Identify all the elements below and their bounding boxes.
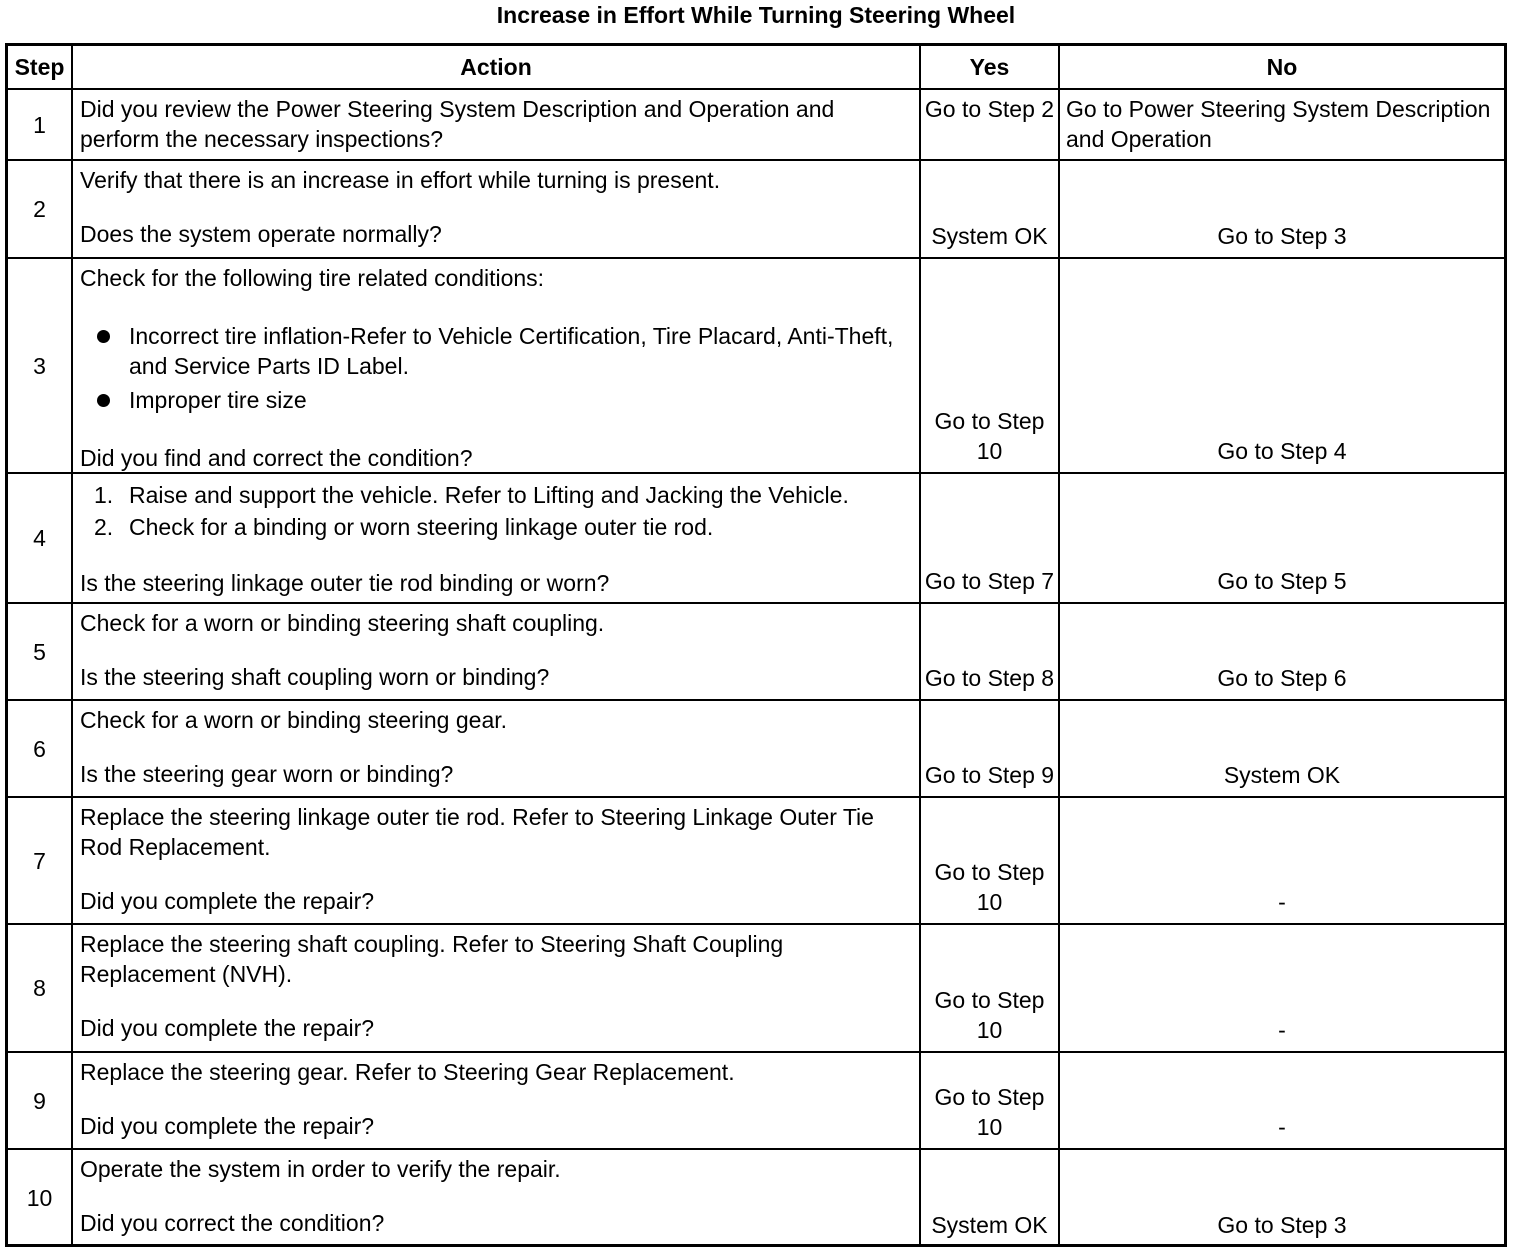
header-yes: Yes	[969, 54, 1010, 80]
bullet-list	[80, 321, 913, 415]
action-line: Check for a worn or binding steering shaft coupling.	[80, 610, 605, 636]
spacer	[80, 195, 913, 219]
step-number: 5	[33, 638, 46, 665]
header-step: Step	[14, 54, 65, 80]
bullet-item	[80, 385, 913, 415]
action-question: Did you complete the repair?	[80, 1015, 375, 1041]
step-number: 3	[33, 352, 46, 379]
step-number: 9	[33, 1087, 46, 1114]
action-question: Did you complete the repair?	[80, 1113, 375, 1139]
action-line: Did you review the Power Steering System Description and Operation and perform the necessary inspections?	[80, 96, 835, 152]
yes-result: Go to Step 10	[934, 408, 1045, 464]
header-no: No	[1266, 54, 1298, 80]
step-number: 6	[33, 735, 46, 762]
spacer	[80, 419, 913, 443]
spacer	[80, 735, 913, 759]
action-text	[73, 259, 919, 472]
yes-result: System OK	[931, 1212, 1048, 1238]
header-action: Action	[460, 54, 532, 80]
action-question: Did you find and correct the condition?	[80, 445, 473, 471]
no-result: Go to Step 4	[1217, 438, 1347, 464]
no-result: Go to Power Steering System Description and Operation	[1066, 96, 1491, 152]
action-text	[73, 1053, 919, 1148]
action-question: Did you complete the repair?	[80, 888, 375, 914]
bullet-text: Improper tire size	[129, 387, 307, 413]
action-text	[73, 604, 919, 699]
action-text	[73, 1150, 919, 1246]
no-result: -	[1278, 1017, 1286, 1043]
spacer	[80, 1184, 913, 1208]
yes-result: Go to Step 10	[934, 1084, 1045, 1140]
numbered-item	[80, 480, 913, 510]
step-number: 2	[33, 196, 46, 222]
yes-result: Go to Step 9	[924, 762, 1055, 788]
action-text	[73, 925, 919, 1051]
diagnostic-table	[5, 43, 1507, 1247]
no-result: Go to Step 3	[1217, 223, 1347, 249]
step-number: 8	[33, 975, 46, 1001]
spacer	[80, 293, 913, 317]
spacer	[80, 989, 913, 1013]
action-text	[73, 161, 919, 257]
bullet-icon	[97, 330, 110, 343]
step-number: 4	[33, 525, 46, 551]
yes-result: Go to Step 7	[924, 568, 1055, 594]
yes-result: Go to Step 2	[924, 96, 1055, 122]
spacer	[80, 1087, 913, 1111]
numbered-list	[80, 480, 913, 542]
action-line: Check for the following tire related conditions:	[80, 265, 545, 291]
item-number: 2.	[94, 514, 114, 540]
yes-result: Go to Step 10	[934, 987, 1045, 1043]
spacer	[80, 862, 913, 886]
action-question: Does the system operate normally?	[80, 221, 442, 247]
step-number: 1	[33, 111, 46, 138]
numbered-text: Raise and support the vehicle. Refer to Lifting and Jacking the Vehicle.	[129, 482, 849, 508]
item-number: 1.	[94, 482, 114, 508]
action-question: Is the steering gear worn or binding?	[80, 761, 454, 787]
step-number: 7	[33, 847, 46, 874]
spacer	[80, 544, 913, 568]
action-line: Replace the steering gear. Refer to Steering Gear Replacement.	[80, 1059, 735, 1085]
no-result: Go to Step 5	[1217, 568, 1347, 594]
action-question: Did you correct the condition?	[80, 1210, 385, 1236]
bullet-text: Incorrect tire inflation-Refer to Vehicle Certification, Tire Placard, Anti-Theft, and Service Parts ID Label.	[129, 323, 894, 379]
step-number: 10	[26, 1185, 53, 1211]
yes-result: Go to Step 10	[934, 859, 1045, 915]
no-result: -	[1278, 1114, 1286, 1140]
bullet-item	[80, 321, 913, 381]
bullet-icon	[97, 394, 110, 407]
no-result: System OK	[1223, 762, 1341, 788]
action-text	[73, 474, 919, 602]
action-line: Verify that there is an increase in effort while turning is present.	[80, 167, 721, 193]
action-line: Replace the steering shaft coupling. Refer to Steering Shaft Coupling Replacement (NVH).	[80, 931, 784, 987]
spacer	[80, 638, 913, 662]
action-text	[73, 701, 919, 796]
numbered-text: Check for a binding or worn steering linkage outer tie rod.	[129, 514, 714, 540]
action-line: Replace the steering linkage outer tie rod. Refer to Steering Linkage Outer Tie Rod Replacement.	[80, 804, 874, 860]
action-line: Operate the system in order to verify the repair.	[80, 1156, 561, 1182]
action-question: Is the steering shaft coupling worn or binding?	[80, 664, 550, 690]
action-question: Is the steering linkage outer tie rod binding or worn?	[80, 570, 610, 596]
no-result: Go to Step 6	[1217, 665, 1347, 691]
yes-result: System OK	[931, 223, 1048, 249]
no-result: Go to Step 3	[1217, 1212, 1347, 1238]
action-line: Check for a worn or binding steering gear.	[80, 707, 508, 733]
numbered-item	[80, 512, 913, 542]
page-title: Increase in Effort While Turning Steering Wheel	[496, 2, 1016, 28]
yes-result: Go to Step 8	[924, 665, 1055, 691]
action-text	[73, 90, 919, 159]
no-result: -	[1278, 889, 1286, 915]
action-text	[73, 798, 919, 923]
